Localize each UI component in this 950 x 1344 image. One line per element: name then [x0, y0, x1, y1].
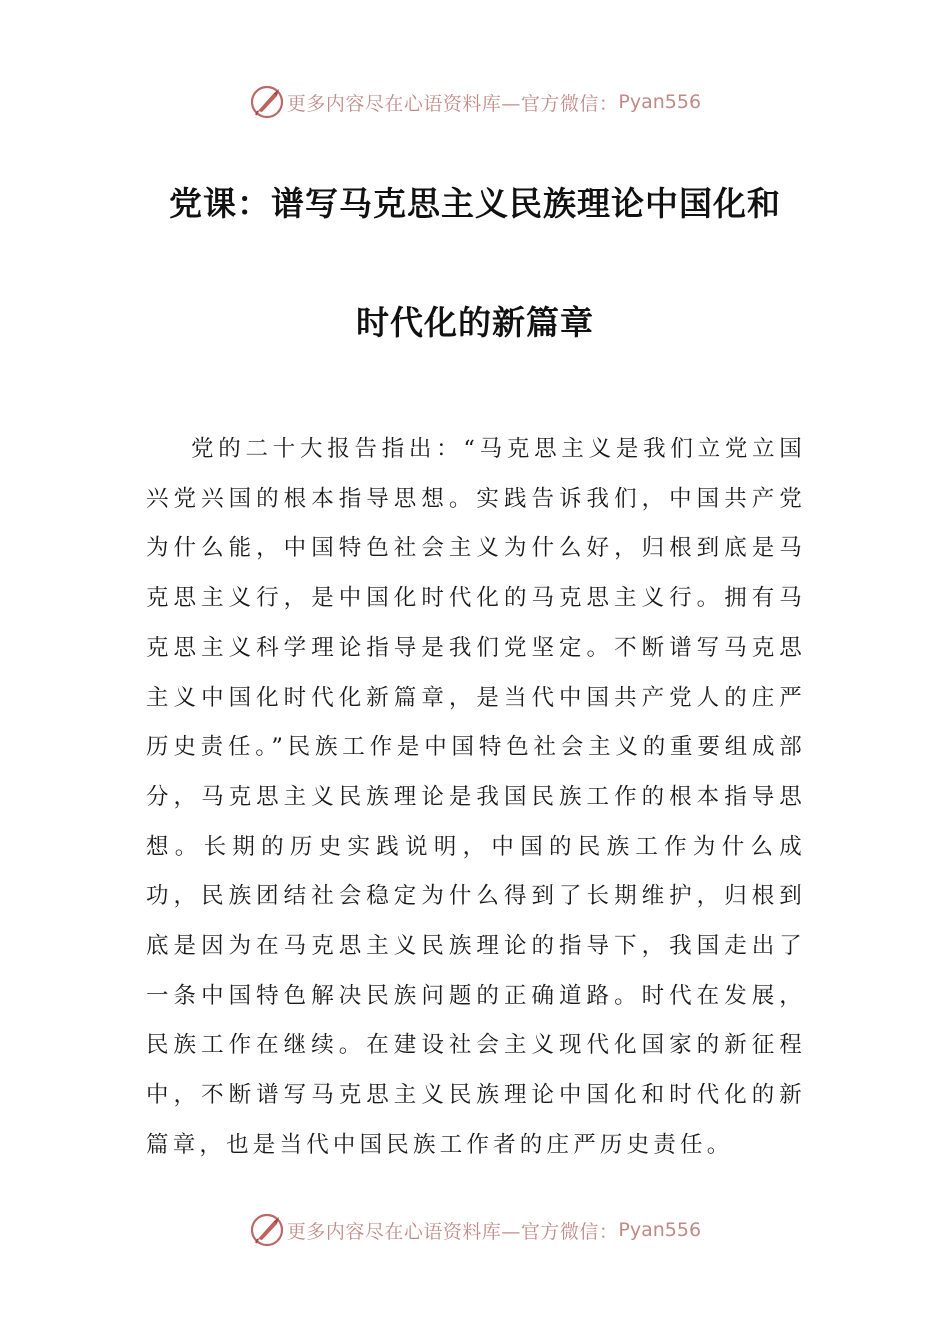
document-title-line1: 党课：谱写马克思主义民族理论中国化和: [169, 184, 781, 223]
watermark-wechat-id: Pyan556: [618, 91, 702, 113]
watermark-wechat-id: Pyan556: [618, 1219, 702, 1241]
quill-logo-icon: [249, 1212, 285, 1248]
quill-logo-icon: [249, 84, 285, 120]
header-watermark: [0, 82, 950, 122]
footer-watermark: [0, 1210, 950, 1250]
watermark-text: 更多内容尽在心语资料库—官方微信：: [286, 1220, 619, 1243]
document-title-line2: 时代化的新篇章: [356, 303, 594, 342]
watermark-text: 更多内容尽在心语资料库—官方微信：: [286, 92, 619, 115]
body-paragraph: 党的二十大报告指出：“马克思主义是我们立党立国兴党兴国的根本指导思想。实践告诉我们，中国共产党为什么能，中国特色社会主义为什么好，归根到底是马克思主义行，是中国化时代化的马克思主义行。拥有马克思主义科学理论指导是我们党坚定。不断谱写马克思主义中国化时代化新篇章，是当代中国共产党人的庄严历史责任。”民族工作是中国特色社会主义的重要组成部分，马克思主义民族理论是我国民族工作的根本指导思想。长期的历史实践说明，中国的民族工作为什么成功，民族团结社会稳定为什么得到了长期维护，归根到底是因为在马克思主义民族理论的指导下，我国走出了一条中国特色解决民族问题的正确道路。时代在发展，民族工作在继续。在建设社会主义现代化国家的新征程中，不断谱写马克思主义民族理论中国化和时代化的新篇章，也是当代中国民族工作者的庄严历史责任。: [146, 436, 806, 1158]
